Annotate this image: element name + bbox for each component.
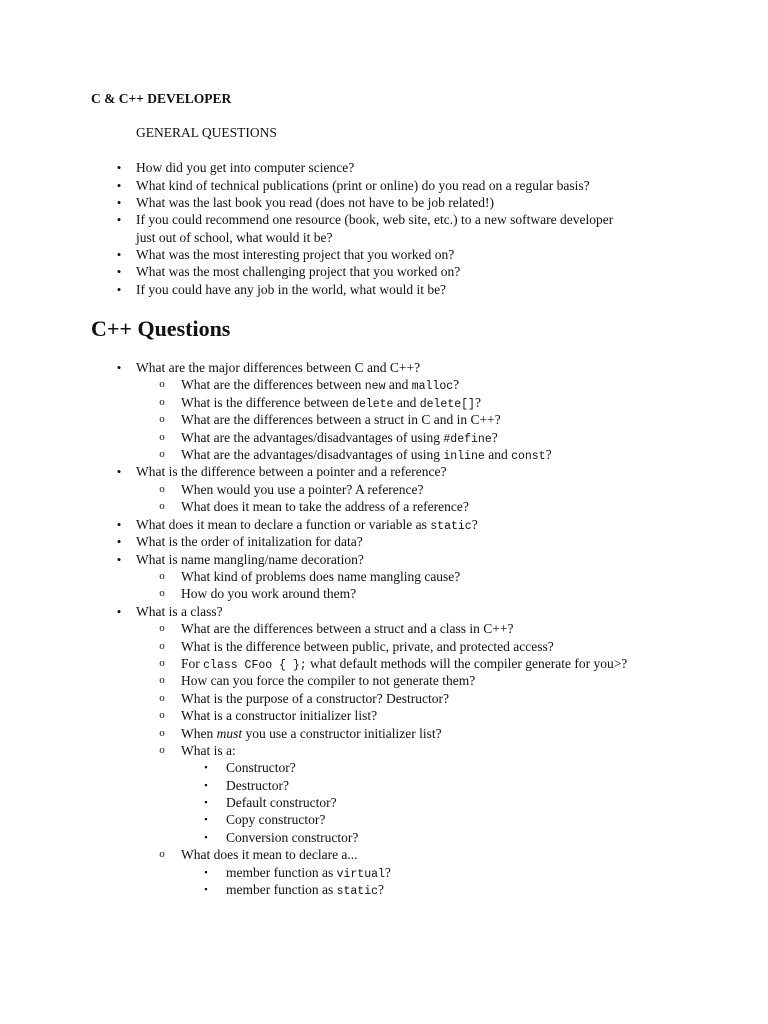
circle-marker: o — [159, 413, 165, 425]
text-segment: ? — [471, 517, 478, 532]
circle-marker: o — [159, 657, 165, 669]
code-keyword: #define — [443, 433, 492, 446]
circle-marker: o — [159, 431, 165, 443]
circle-marker: o — [159, 640, 165, 652]
bullet-marker: • — [116, 160, 122, 175]
bullet-marker: • — [116, 178, 122, 193]
text-segment: and — [484, 447, 512, 462]
square-marker: ▪ — [204, 780, 208, 790]
cpp-subquestion: What is a constructor initializer list? — [181, 708, 378, 723]
text-segment: what default methods will the compiler generate for you>? — [306, 656, 628, 671]
square-marker: ▪ — [204, 762, 208, 772]
circle-marker: o — [159, 709, 165, 721]
text-segment: ? — [474, 395, 481, 410]
circle-marker: o — [159, 848, 165, 860]
text-segment: What are the advantages/disadvantages of using — [181, 430, 444, 445]
cpp-subquestion: How do you work around them? — [181, 586, 357, 601]
cpp-question: What is the difference between a pointer and a reference? — [136, 464, 447, 479]
text-segment: member function as — [226, 882, 337, 897]
bullet-marker: • — [116, 604, 122, 619]
text-segment: ? — [378, 882, 385, 897]
general-question: What was the last book you read (does not have to be job related!) — [136, 195, 495, 210]
cpp-subsubquestion: Copy constructor? — [226, 812, 326, 827]
circle-marker: o — [159, 692, 165, 704]
text-segment: What are the differences between — [181, 377, 365, 392]
circle-marker: o — [159, 570, 165, 582]
general-question: What kind of technical publications (print or online) do you read on a regular basis? — [136, 178, 590, 193]
cpp-subquestion: What is the difference between public, private, and protected access? — [181, 639, 554, 654]
text-segment: you use a constructor initializer list? — [242, 726, 442, 741]
cpp-subquestion: How can you force the compiler to not generate them? — [181, 673, 476, 688]
cpp-question: What are the major differences between C and C++? — [136, 360, 421, 375]
cpp-subquestion: What is the purpose of a constructor? Destructor? — [181, 691, 450, 706]
text-segment: ? — [453, 377, 460, 392]
cpp-subquestion: What does it mean to declare a... — [181, 847, 358, 862]
general-question: What was the most interesting project that you worked on? — [136, 247, 455, 262]
circle-marker: o — [159, 622, 165, 634]
code-keyword: new — [364, 380, 386, 393]
code-keyword: inline — [443, 450, 485, 463]
bullet-marker: • — [116, 212, 122, 227]
general-question: If you could recommend one resource (book, web site, etc.) to a new software developer — [136, 212, 614, 227]
code-keyword: class CFoo { }; — [203, 659, 307, 672]
cpp-subsubquestion: Destructor? — [226, 778, 289, 793]
square-marker: ▪ — [204, 814, 208, 824]
text-segment: What does it mean to declare a function or variable as — [136, 517, 431, 532]
code-keyword: delete[] — [419, 398, 475, 411]
cpp-question: What is the order of initalization for data? — [136, 534, 363, 549]
circle-marker: o — [159, 378, 165, 390]
code-keyword: const — [511, 450, 546, 463]
section-heading-cpp-questions: C++ Questions — [91, 316, 231, 341]
cpp-subquestion: What is a: — [181, 743, 236, 758]
code-keyword: virtual — [336, 868, 385, 881]
square-marker: ▪ — [204, 884, 208, 894]
cpp-subquestion: What does it mean to take the address of a reference? — [181, 499, 469, 514]
code-keyword: malloc — [411, 380, 454, 393]
cpp-subquestion: When would you use a pointer? A reference? — [181, 482, 424, 497]
cpp-subquestion: What are the differences between a struct and a class in C++? — [181, 621, 514, 636]
text-segment: When — [181, 726, 217, 741]
cpp-subquestion — [181, 725, 442, 742]
text-segment: and — [385, 377, 412, 392]
bullet-marker: • — [116, 282, 122, 297]
text-segment: and — [393, 395, 420, 410]
circle-marker: o — [159, 500, 165, 512]
bullet-marker: • — [116, 464, 122, 479]
circle-marker: o — [159, 744, 165, 756]
code-keyword: delete — [352, 398, 394, 411]
circle-marker: o — [159, 448, 165, 460]
section-label-general-questions: GENERAL QUESTIONS — [136, 125, 277, 140]
general-question-continuation: just out of school, what would it be? — [136, 230, 333, 245]
bullet-marker: • — [116, 247, 122, 262]
bullet-marker: • — [116, 517, 122, 532]
text-segment: ? — [491, 430, 498, 445]
text-segment: member function as — [226, 865, 337, 880]
text-segment: ? — [545, 447, 552, 462]
square-marker: ▪ — [204, 832, 208, 842]
code-keyword: static — [336, 885, 379, 898]
bullet-marker: • — [116, 195, 122, 210]
bullet-marker: • — [116, 264, 122, 279]
bullet-marker: • — [116, 360, 122, 375]
general-question: How did you get into computer science? — [136, 160, 355, 175]
text-segment: For — [181, 656, 204, 671]
cpp-subsubquestion — [226, 881, 384, 900]
circle-marker: o — [159, 483, 165, 495]
general-question: What was the most challenging project that you worked on? — [136, 264, 461, 279]
text-segment: What are the advantages/disadvantages of using — [181, 447, 444, 462]
circle-marker: o — [159, 727, 165, 739]
code-keyword: static — [430, 520, 472, 533]
cpp-subsubquestion: Conversion constructor? — [226, 830, 359, 845]
bullet-marker: • — [116, 552, 122, 567]
general-question: If you could have any job in the world, what would it be? — [136, 282, 447, 297]
document-title: C & C++ DEVELOPER — [91, 91, 232, 106]
circle-marker: o — [159, 674, 165, 686]
square-marker: ▪ — [204, 867, 208, 877]
circle-marker: o — [159, 587, 165, 599]
cpp-subquestion — [181, 376, 459, 395]
text-segment: What is the difference between — [181, 395, 353, 410]
cpp-subquestion: What kind of problems does name mangling cause? — [181, 569, 461, 584]
circle-marker: o — [159, 396, 165, 408]
cpp-question: What is name mangling/name decoration? — [136, 552, 364, 567]
cpp-subsubquestion: Constructor? — [226, 760, 296, 775]
text-segment: ? — [384, 865, 391, 880]
cpp-question: What is a class? — [136, 604, 223, 619]
cpp-subsubquestion: Default constructor? — [226, 795, 337, 810]
square-marker: ▪ — [204, 797, 208, 807]
emphasis: must — [216, 726, 243, 741]
bullet-marker: • — [116, 534, 122, 549]
cpp-subquestion: What are the differences between a struct in C and in C++? — [181, 412, 501, 427]
